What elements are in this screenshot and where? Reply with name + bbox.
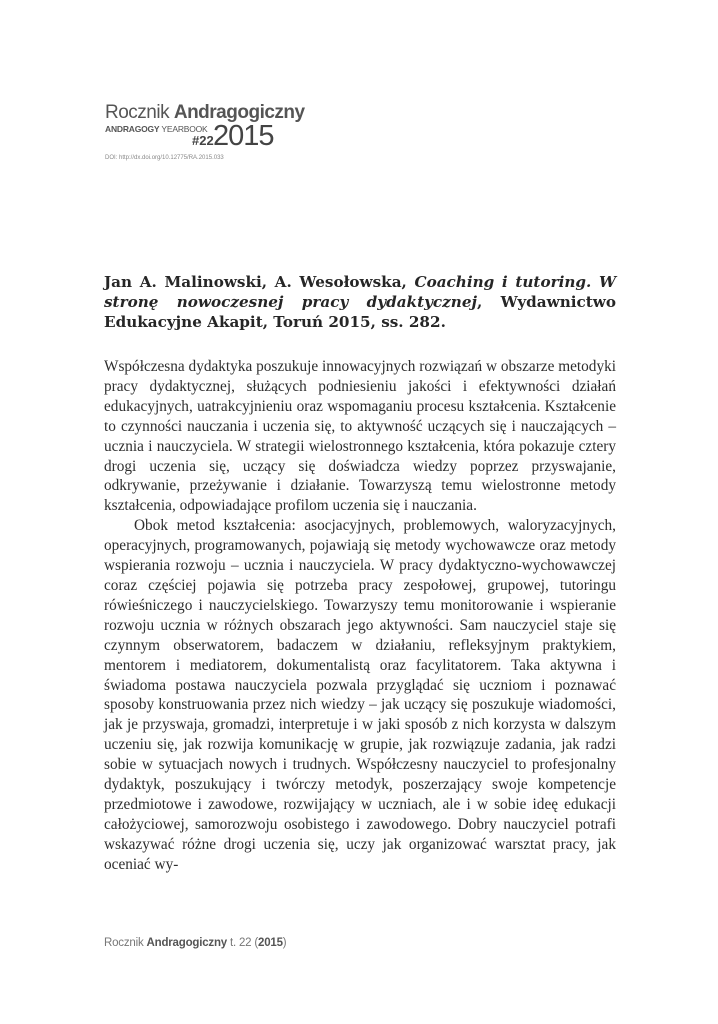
review-body — [104, 357, 616, 875]
footer-volume: t. 22 ( — [229, 937, 258, 949]
paragraph: Obok metod kształcenia: asocjacyjnych, problemowych, waloryzacyjnych, operacyjnych, programowanych, pojawiają się metody wychowawcze oraz metody wspierania rozwoju – ucznia i nauczyciela. W pracy dydaktyczno-wychowawczej coraz częściej pojawia się potrzeba pracy zespołowej, grupowej, tutoringu rówieśniczego i nauczycielskiego. Towarzyszy temu monitorowanie i wspieranie rozwoju ucznia w różnych obszarach jego aktywności. Sam nauczyciel staje się czynnym obserwatorem, badaczem w działaniu, refleksyjnym praktykiem, mentorem i mediatorem, dokumentalistą oraz facylitatorem. Taka aktywna i świadoma postawa nauczyciela pozwala przyglądać się uczniom i poznawać sposoby konstruowania przez nich wiedzy – jak uczący się poszukuje wiadomości, jak je przyswaja, gromadzi, interpretuje i w jaki sposób z nich korzysta w dalszym uczeniu się, jak rozwija komunikację w grupie, jak rozwiązuje zadania, jak radzi sobie w sytuacjach nowych i trudnych. Współczesny nauczyciel to profesjonalny dydaktyk, poszukujący i twórczy metodyk, poszerzający swoje kompetencje przedmiotowe i zawodowe, rozwijający w uczniach, ale i w sobie ideę edukacji całożyciowej, samorozwoju osobistego i zawodowego. Dobry nauczyciel potrafi wskazywać różne drogi uczenia się, uczy jak organizować warsztat pracy, jak oceniać wy- — [104, 517, 616, 873]
footer-close: ) — [282, 937, 287, 949]
paragraph: Współczesna dydaktyka poszukuje innowacyjnych rozwiązań w obszarze metodyki pracy dydaktycznej, służących podniesieniu jakości i efektywności działań edukacyjnych, uatrakcyjnieniu oraz wspomaganiu procesu kształcenia. Kształcenie to czynności nauczania i uczenia się, to aktywność uczących się i nauczających – ucznia i nauczyciela. W strategii wielostronnego kształcenia, która pokazuje cztery drogi uczenia się, uczący się doświadcza wiedzy poprzez przyswajanie, odkrywanie, przeżywanie i działanie. Towarzyszą temu wielostronne metody kształcenia, odpowiadające profilom uczenia się i nauczania. — [104, 358, 616, 515]
journal-title — [105, 103, 305, 123]
review-heading — [104, 272, 616, 332]
journal-subtitle-bold: ANDRAGOGY — [105, 124, 160, 134]
issue-number: #22 — [192, 133, 214, 148]
heading-publisher: , Wydawnictwo Edukacyjne Akapit, Toruń 2015, ss. 282. — [104, 293, 616, 331]
footer-journal-bold: Andragogiczny — [146, 937, 227, 949]
journal-title-bold: Andragogiczny — [173, 102, 305, 123]
journal-subtitle-regular: YEARBOOK — [161, 124, 208, 134]
journal-title-regular: Rocznik — [105, 102, 170, 123]
heading-authors: Jan A. Malinowski, A. Wesołowska, — [104, 273, 407, 291]
journal-masthead — [105, 103, 305, 162]
footer-year: 2015 — [258, 937, 283, 949]
footer-journal-regular: Rocznik — [104, 937, 144, 949]
page-footer — [104, 937, 286, 949]
doi-link[interactable]: DOI: http://dx.doi.org/10.12775/RA.2015.033 — [105, 155, 224, 161]
heading-book-title: Coaching i tutoring. W stronę nowoczesnej pracy dydaktycznej — [104, 273, 617, 311]
issue-year: 2015 — [213, 120, 274, 152]
